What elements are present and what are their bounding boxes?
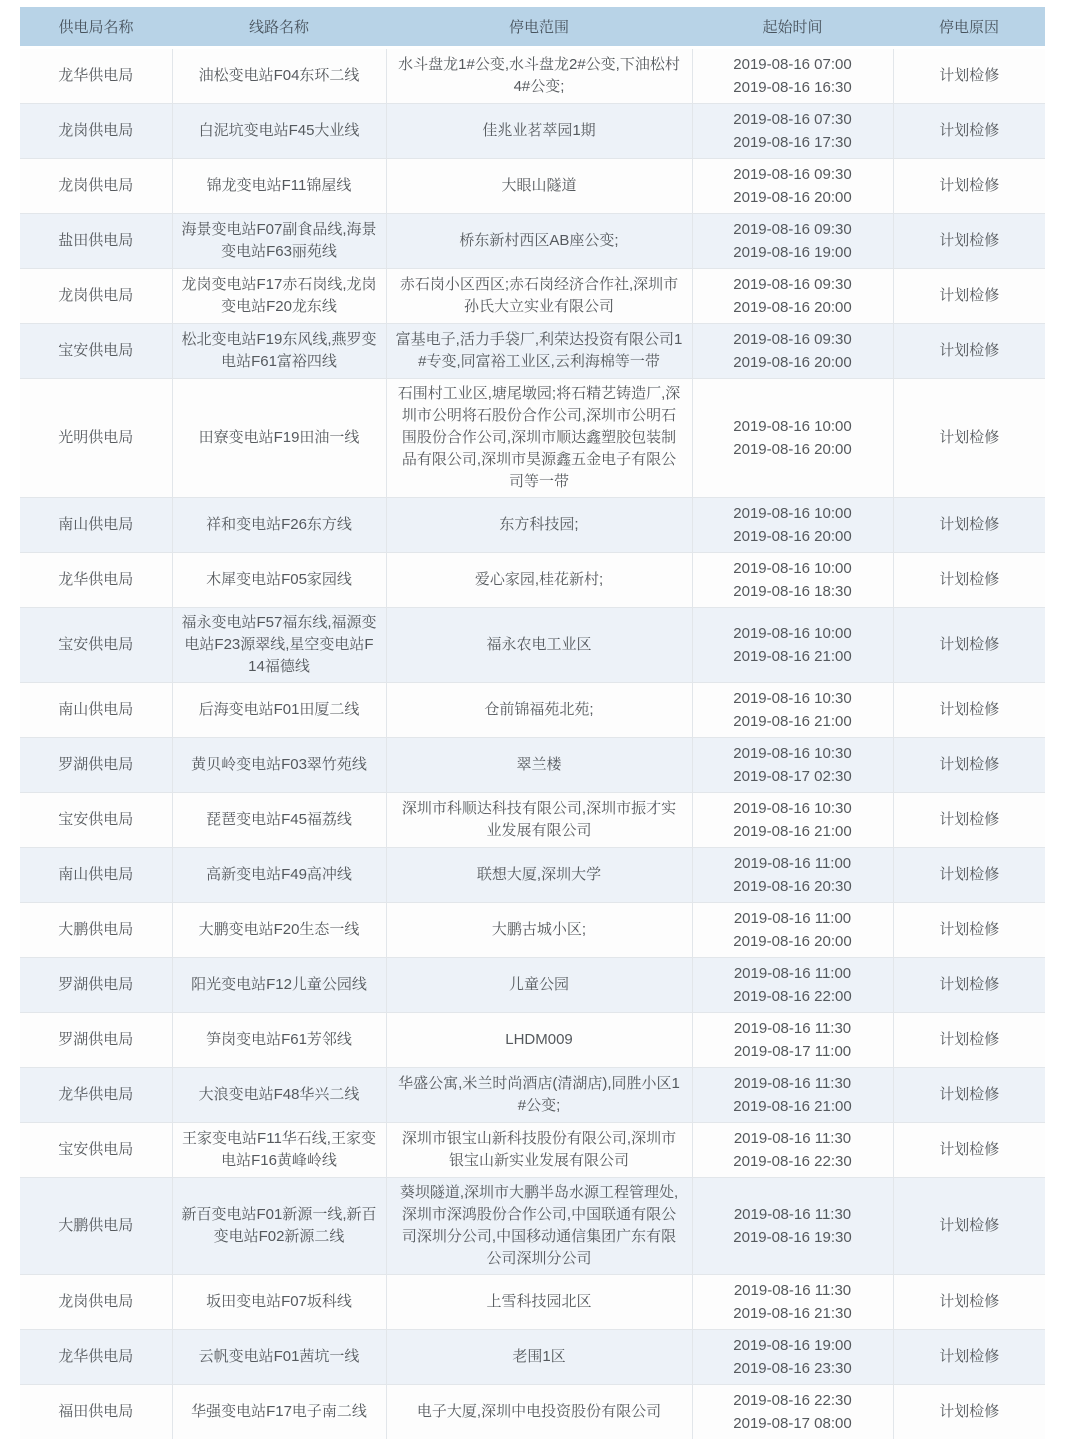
scope-cell: 葵坝隧道,深圳市大鹏半岛水源工程管理处,深圳市深鸿股份合作公司,中国联通有限公司深圳分公司,中国移动通信集团广东有限公司深圳分公司	[386, 1178, 692, 1275]
table-row	[20, 159, 1045, 214]
table-row	[20, 1013, 1045, 1068]
scope-cell: LHDM009	[386, 1013, 692, 1068]
end-time: 2019-08-16 19:00	[733, 244, 852, 261]
bureau-cell: 罗湖供电局	[20, 738, 172, 793]
table-row	[20, 958, 1045, 1013]
reason-cell: 计划检修	[893, 848, 1045, 903]
line-cell: 黄贝岭变电站F03翠竹苑线	[172, 738, 386, 793]
bureau-cell: 宝安供电局	[20, 793, 172, 848]
end-time: 2019-08-16 22:00	[733, 988, 852, 1005]
reason-cell: 计划检修	[893, 269, 1045, 324]
scope-cell: 深圳市银宝山新科技股份有限公司,深圳市银宝山新实业发展有限公司	[386, 1123, 692, 1178]
start-time: 2019-08-16 11:30	[733, 1282, 852, 1299]
table-row	[20, 1068, 1045, 1123]
table-row	[20, 214, 1045, 269]
end-time: 2019-08-16 21:00	[733, 713, 852, 730]
start-time: 2019-08-16 10:30	[733, 690, 852, 707]
end-time: 2019-08-16 20:00	[733, 354, 852, 371]
end-time: 2019-08-16 22:30	[733, 1153, 852, 1170]
time-cell	[692, 1385, 893, 1440]
time-cell	[692, 1178, 893, 1275]
table-row	[20, 498, 1045, 553]
start-time: 2019-08-16 10:00	[733, 418, 852, 435]
start-time: 2019-08-16 10:30	[733, 745, 852, 762]
bureau-cell: 福田供电局	[20, 1385, 172, 1440]
reason-cell: 计划检修	[893, 1068, 1045, 1123]
start-time: 2019-08-16 10:00	[733, 560, 852, 577]
line-cell: 大鹏变电站F20生态一线	[172, 903, 386, 958]
reason-cell: 计划检修	[893, 738, 1045, 793]
scope-cell: 桥东新村西区AB座公变;	[386, 214, 692, 269]
start-time: 2019-08-16 11:00	[733, 910, 852, 927]
bureau-cell: 宝安供电局	[20, 324, 172, 379]
scope-cell: 儿童公园	[386, 958, 692, 1013]
start-time: 2019-08-16 11:00	[733, 965, 852, 982]
line-cell: 王家变电站F11华石线,王家变电站F16黄峰岭线	[172, 1123, 386, 1178]
table-row	[20, 324, 1045, 379]
time-cell	[692, 1330, 893, 1385]
scope-cell: 电子大厦,深圳中电投资股份有限公司	[386, 1385, 692, 1440]
time-cell	[692, 214, 893, 269]
reason-cell: 计划检修	[893, 1013, 1045, 1068]
line-cell: 木犀变电站F05家园线	[172, 553, 386, 608]
line-cell: 高新变电站F49高冲线	[172, 848, 386, 903]
end-time: 2019-08-16 17:30	[733, 134, 852, 151]
line-cell: 笋岗变电站F61芳邻线	[172, 1013, 386, 1068]
table-row	[20, 379, 1045, 498]
time-cell	[692, 958, 893, 1013]
bureau-cell: 大鹏供电局	[20, 1178, 172, 1275]
bureau-cell: 宝安供电局	[20, 608, 172, 683]
bureau-cell: 盐田供电局	[20, 214, 172, 269]
start-time: 2019-08-16 11:30	[733, 1020, 852, 1037]
column-header-time: 起始时间	[692, 7, 893, 48]
scope-cell: 华盛公寓,米兰时尚酒店(清湖店),同胜小区1#公变;	[386, 1068, 692, 1123]
start-time: 2019-08-16 09:30	[733, 331, 852, 348]
bureau-cell: 光明供电局	[20, 379, 172, 498]
start-time: 2019-08-16 19:00	[733, 1337, 852, 1354]
time-cell	[692, 793, 893, 848]
bureau-cell: 龙华供电局	[20, 48, 172, 104]
line-cell: 福永变电站F57福东线,福源变电站F23源翠线,星空变电站F14福德线	[172, 608, 386, 683]
end-time: 2019-08-16 21:00	[733, 823, 852, 840]
table-row	[20, 793, 1045, 848]
start-time: 2019-08-16 09:30	[733, 221, 852, 238]
bureau-cell: 罗湖供电局	[20, 1013, 172, 1068]
end-time: 2019-08-16 20:00	[733, 933, 852, 950]
scope-cell: 佳兆业茗萃园1期	[386, 104, 692, 159]
table-row	[20, 553, 1045, 608]
end-time: 2019-08-16 18:30	[733, 583, 852, 600]
time-cell	[692, 553, 893, 608]
scope-cell: 翠兰楼	[386, 738, 692, 793]
start-time: 2019-08-16 09:30	[733, 166, 852, 183]
bureau-cell: 大鹏供电局	[20, 903, 172, 958]
bureau-cell: 南山供电局	[20, 848, 172, 903]
line-cell: 白泥坑变电站F45大业线	[172, 104, 386, 159]
column-header-line: 线路名称	[172, 7, 386, 48]
time-cell	[692, 159, 893, 214]
start-time: 2019-08-16 11:00	[733, 855, 852, 872]
table-row	[20, 683, 1045, 738]
scope-cell: 老围1区	[386, 1330, 692, 1385]
end-time: 2019-08-16 20:00	[733, 189, 852, 206]
scope-cell: 上雪科技园北区	[386, 1275, 692, 1330]
time-cell	[692, 738, 893, 793]
bureau-cell: 龙华供电局	[20, 1068, 172, 1123]
end-time: 2019-08-16 20:30	[733, 878, 852, 895]
start-time: 2019-08-16 09:30	[733, 276, 852, 293]
line-cell: 琵琶变电站F45福荔线	[172, 793, 386, 848]
reason-cell: 计划检修	[893, 1330, 1045, 1385]
end-time: 2019-08-17 11:00	[733, 1043, 852, 1060]
start-time: 2019-08-16 10:00	[733, 625, 852, 642]
scope-cell: 水斗盘龙1#公变,水斗盘龙2#公变,下油松村4#公变;	[386, 48, 692, 104]
bureau-cell: 龙华供电局	[20, 553, 172, 608]
table-row	[20, 1385, 1045, 1440]
line-cell: 阳光变电站F12儿童公园线	[172, 958, 386, 1013]
table-body	[20, 48, 1045, 1440]
line-cell: 田寮变电站F19田油一线	[172, 379, 386, 498]
end-time: 2019-08-16 21:00	[733, 648, 852, 665]
line-cell: 锦龙变电站F11锦屋线	[172, 159, 386, 214]
reason-cell: 计划检修	[893, 1385, 1045, 1440]
end-time: 2019-08-16 21:30	[733, 1305, 852, 1322]
table-row	[20, 104, 1045, 159]
time-cell	[692, 379, 893, 498]
table-row	[20, 1178, 1045, 1275]
table-row	[20, 903, 1045, 958]
scope-cell: 赤石岗小区西区;赤石岗经济合作社,深圳市孙氏大立实业有限公司	[386, 269, 692, 324]
reason-cell: 计划检修	[893, 553, 1045, 608]
scope-cell: 爱心家园,桂花新村;	[386, 553, 692, 608]
time-cell	[692, 848, 893, 903]
time-cell	[692, 269, 893, 324]
reason-cell: 计划检修	[893, 1123, 1045, 1178]
reason-cell: 计划检修	[893, 324, 1045, 379]
reason-cell: 计划检修	[893, 48, 1045, 104]
end-time: 2019-08-16 21:00	[733, 1098, 852, 1115]
table-row	[20, 48, 1045, 104]
end-time: 2019-08-16 20:00	[733, 528, 852, 545]
line-cell: 龙岗变电站F17赤石岗线,龙岗变电站F20龙东线	[172, 269, 386, 324]
time-cell	[692, 1123, 893, 1178]
start-time: 2019-08-16 22:30	[733, 1392, 852, 1409]
reason-cell: 计划检修	[893, 958, 1045, 1013]
table-row	[20, 1275, 1045, 1330]
time-cell	[692, 1068, 893, 1123]
start-time: 2019-08-16 10:30	[733, 800, 852, 817]
bureau-cell: 罗湖供电局	[20, 958, 172, 1013]
line-cell: 后海变电站F01田厦二线	[172, 683, 386, 738]
time-cell	[692, 498, 893, 553]
reason-cell: 计划检修	[893, 159, 1045, 214]
scope-cell: 东方科技园;	[386, 498, 692, 553]
end-time: 2019-08-16 20:00	[733, 299, 852, 316]
bureau-cell: 南山供电局	[20, 683, 172, 738]
column-header-bureau: 供电局名称	[20, 7, 172, 48]
end-time: 2019-08-17 08:00	[733, 1415, 852, 1432]
bureau-cell: 龙岗供电局	[20, 269, 172, 324]
time-cell	[692, 48, 893, 104]
end-time: 2019-08-17 02:30	[733, 768, 852, 785]
line-cell: 云帆变电站F01茜坑一线	[172, 1330, 386, 1385]
table-header	[20, 7, 1045, 48]
end-time: 2019-08-16 20:00	[733, 441, 852, 458]
reason-cell: 计划检修	[893, 214, 1045, 269]
line-cell: 油松变电站F04东环二线	[172, 48, 386, 104]
line-cell: 祥和变电站F26东方线	[172, 498, 386, 553]
scope-cell: 福永农电工业区	[386, 608, 692, 683]
bureau-cell: 宝安供电局	[20, 1123, 172, 1178]
reason-cell: 计划检修	[893, 1178, 1045, 1275]
bureau-cell: 南山供电局	[20, 498, 172, 553]
start-time: 2019-08-16 07:30	[733, 111, 852, 128]
line-cell: 海景变电站F07副食品线,海景变电站F63丽苑线	[172, 214, 386, 269]
reason-cell: 计划检修	[893, 1275, 1045, 1330]
reason-cell: 计划检修	[893, 683, 1045, 738]
table-row	[20, 738, 1045, 793]
line-cell: 华强变电站F17电子南二线	[172, 1385, 386, 1440]
end-time: 2019-08-16 23:30	[733, 1360, 852, 1377]
start-time: 2019-08-16 11:30	[733, 1206, 852, 1223]
time-cell	[692, 683, 893, 738]
reason-cell: 计划检修	[893, 104, 1045, 159]
time-cell	[692, 104, 893, 159]
scope-cell: 联想大厦,深圳大学	[386, 848, 692, 903]
table-row	[20, 848, 1045, 903]
table-row	[20, 1330, 1045, 1385]
reason-cell: 计划检修	[893, 498, 1045, 553]
time-cell	[692, 1013, 893, 1068]
line-cell: 坂田变电站F07坂科线	[172, 1275, 386, 1330]
reason-cell: 计划检修	[893, 608, 1045, 683]
end-time: 2019-08-16 16:30	[733, 79, 852, 96]
bureau-cell: 龙岗供电局	[20, 104, 172, 159]
end-time: 2019-08-16 19:30	[733, 1229, 852, 1246]
line-cell: 松北变电站F19东风线,燕罗变电站F61富裕四线	[172, 324, 386, 379]
scope-cell: 大眼山隧道	[386, 159, 692, 214]
scope-cell: 石围村工业区,塘尾墩园;将石精艺铸造厂,深圳市公明将石股份合作公司,深圳市公明石围股份合作公司,深圳市顺达鑫塑胶包装制品有限公司,深圳市昊源鑫五金电子有限公司等一带	[386, 379, 692, 498]
scope-cell: 大鹏古城小区;	[386, 903, 692, 958]
line-cell: 大浪变电站F48华兴二线	[172, 1068, 386, 1123]
time-cell	[692, 608, 893, 683]
table-row	[20, 269, 1045, 324]
time-cell	[692, 903, 893, 958]
scope-cell: 仓前锦福苑北苑;	[386, 683, 692, 738]
table-row	[20, 608, 1045, 683]
start-time: 2019-08-16 07:00	[733, 56, 852, 73]
reason-cell: 计划检修	[893, 379, 1045, 498]
scope-cell: 深圳市科顺达科技有限公司,深圳市振才实业发展有限公司	[386, 793, 692, 848]
table-row	[20, 1123, 1045, 1178]
scope-cell: 富基电子,活力手袋厂,利荣达投资有限公司1#专变,同富裕工业区,云利海棉等一带	[386, 324, 692, 379]
time-cell	[692, 1275, 893, 1330]
bureau-cell: 龙岗供电局	[20, 1275, 172, 1330]
start-time: 2019-08-16 10:00	[733, 505, 852, 522]
reason-cell: 计划检修	[893, 903, 1045, 958]
line-cell: 新百变电站F01新源一线,新百变电站F02新源二线	[172, 1178, 386, 1275]
start-time: 2019-08-16 11:30	[733, 1130, 852, 1147]
column-header-reason: 停电原因	[893, 7, 1045, 48]
header-row	[20, 7, 1045, 48]
column-header-scope: 停电范围	[386, 7, 692, 48]
bureau-cell: 龙岗供电局	[20, 159, 172, 214]
time-cell	[692, 324, 893, 379]
outage-table	[20, 7, 1045, 1439]
bureau-cell: 龙华供电局	[20, 1330, 172, 1385]
start-time: 2019-08-16 11:30	[733, 1075, 852, 1092]
reason-cell: 计划检修	[893, 793, 1045, 848]
